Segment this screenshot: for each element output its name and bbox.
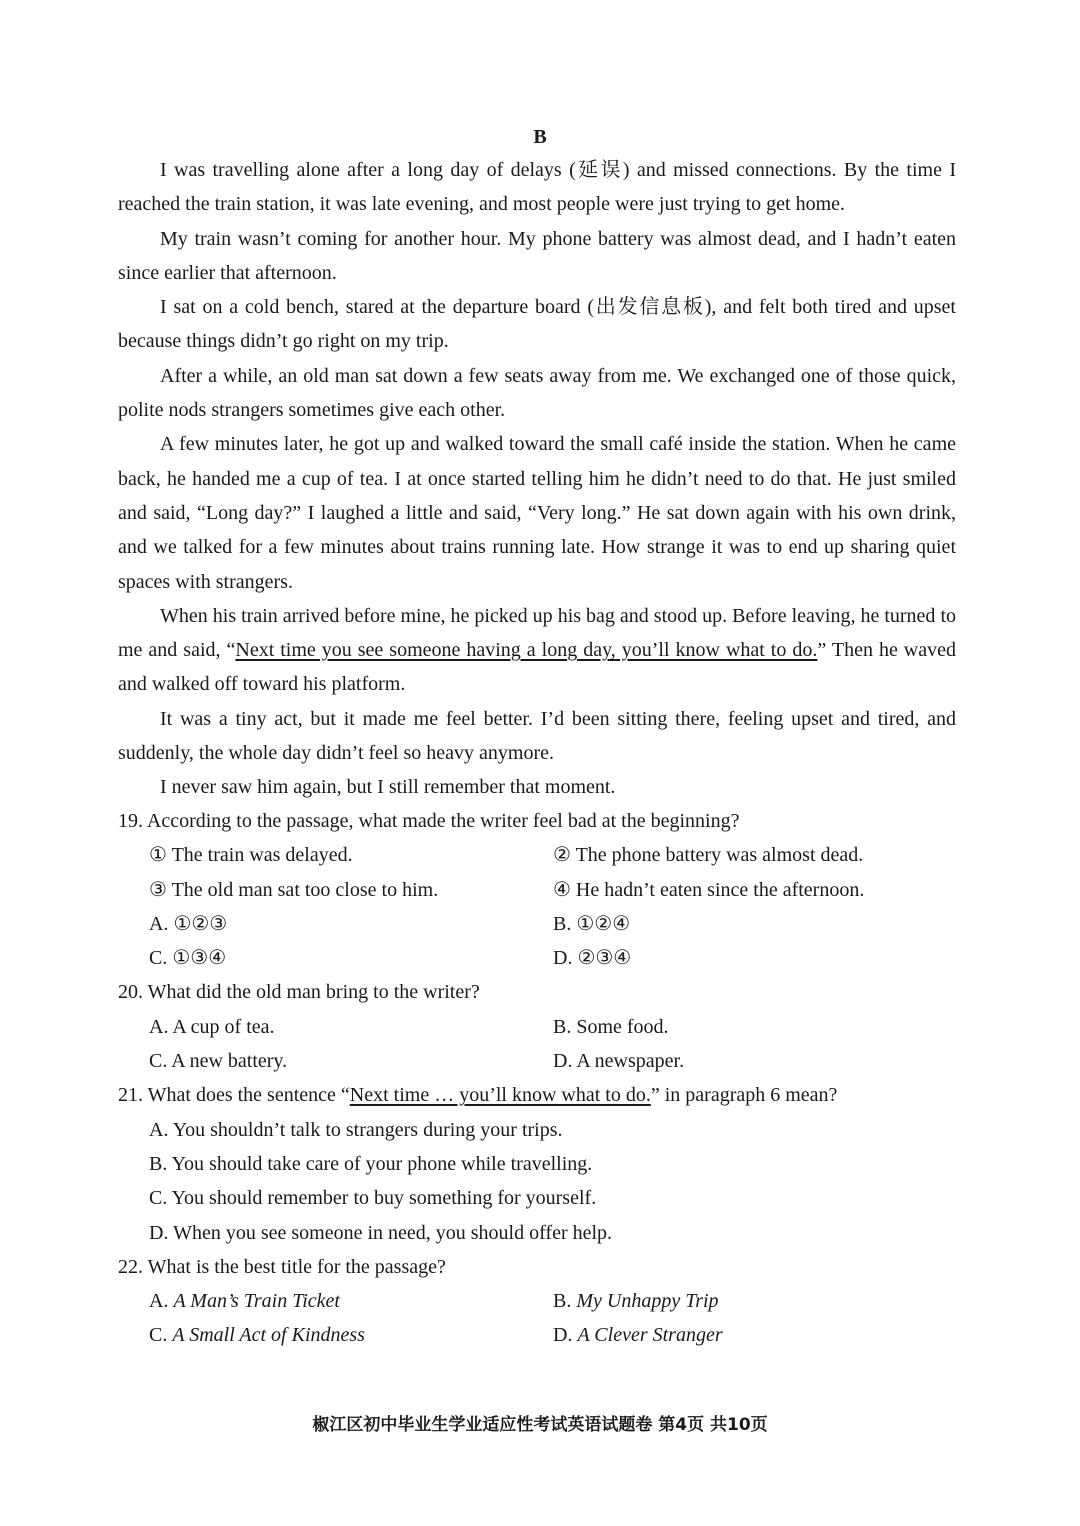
question-19-stem: 19. According to the passage, what made the writer feel bad at the beginning? [118, 810, 740, 832]
question-21-option-a[interactable]: A. You shouldn’t talk to strangers during your trips. [149, 1118, 563, 1141]
paragraph-3: I sat on a cold bench, stared at the departure board (出发信息板), and felt both tired and upset because things didn’t go right on my trip. [118, 296, 956, 353]
question-22-option-d-title: A Clever Stranger [577, 1324, 723, 1347]
question-22-option-a-title: A Man’s Train Ticket [173, 1290, 340, 1313]
paragraph-6-after: ” Then he waved and walked off toward his platform. [118, 639, 957, 696]
question-22-option-b-title: My Unhappy Trip [576, 1290, 719, 1313]
question-21-stem-before: 21. What does the sentence “ [118, 1084, 350, 1107]
question-20-option-a[interactable]: A. A cup of tea. [149, 1015, 275, 1038]
question-19-statements-row-2 [118, 873, 956, 907]
question-22-option-a-letter: A. [149, 1290, 169, 1313]
question-19-option-a[interactable]: A. ①②③ [149, 912, 228, 935]
question-19-options-row-1 [118, 907, 956, 941]
question-21-stem [118, 1078, 956, 1112]
question-22-options-row-2 [118, 1318, 956, 1352]
question-19-statement-3: ③ The old man sat too close to him. [149, 878, 439, 901]
question-20-options-row-2 [118, 1044, 956, 1078]
question-20-option-c[interactable]: C. A new battery. [149, 1050, 288, 1073]
question-22-stem: 22. What is the best title for the passage? [118, 1255, 446, 1278]
question-19-options-row-2 [118, 941, 956, 975]
question-21-stem-after: ” in paragraph 6 mean? [650, 1084, 838, 1107]
question-20-options-row-1 [118, 1010, 956, 1044]
paragraph-6 [118, 599, 956, 702]
question-19-option-b[interactable]: B. ①②④ [553, 912, 631, 935]
question-22-option-d[interactable] [553, 1318, 956, 1352]
question-19-statement-4: ④ He hadn’t eaten since the afternoon. [553, 878, 865, 901]
question-22-option-c-title: A Small Act of Kindness [172, 1324, 365, 1347]
question-19-option-c[interactable]: C. ①③④ [149, 947, 227, 970]
question-21-option-c[interactable]: C. You should remember to buy something for yourself. [149, 1187, 597, 1210]
question-19-statement-1: ① The train was delayed. [149, 844, 353, 867]
page-footer: 椒江区初中毕业生学业适应性考试英语试题卷 第4页 共10页 [312, 1415, 768, 1435]
question-22-options-row-1 [118, 1284, 956, 1318]
question-20-stem: 20. What did the old man bring to the writer? [118, 981, 480, 1004]
paragraph-5: A few minutes later, he got up and walked toward the small café inside the station. When he came back, he handed me a cup of tea. I at once started telling him he didn’t need to do that. He just smiled and said, “Long day?” I laughed a little and said, “Very long.” He sat down again with his own drink, and we talked for a few minutes about trains running late. How strange it was to end up sharing quiet spaces with strangers. [118, 433, 956, 593]
paragraph-8: I never saw him again, but I still remember that moment. [160, 776, 616, 799]
paragraph-4: After a while, an old man sat down a few seats away from me. We exchanged one of those quick, polite nods strangers sometimes give each other. [118, 364, 956, 422]
question-19-statement-2: ② The phone battery was almost dead. [553, 844, 864, 867]
question-22-option-c-letter: C. [149, 1324, 168, 1347]
question-21-option-d[interactable]: D. When you see someone in need, you should offer help. [149, 1221, 613, 1244]
question-19-option-d[interactable]: D. ②③④ [553, 947, 632, 970]
question-22-option-b-letter: B. [553, 1290, 572, 1313]
question-20-option-d[interactable]: D. A newspaper. [553, 1050, 685, 1073]
question-20-option-b[interactable]: B. Some food. [553, 1015, 669, 1038]
question-22-option-a[interactable] [118, 1284, 553, 1318]
underlined-quote: Next time you see someone having a long day, you’ll know what to do. [235, 639, 818, 662]
question-22-option-d-letter: D. [553, 1324, 573, 1347]
paragraph-1: I was travelling alone after a long day of delays (延误) and missed connections. By the time I reached the train station, it was late evening, and most people were just trying to get home. [118, 159, 956, 216]
reading-passage [118, 153, 956, 805]
question-22-option-b[interactable] [553, 1284, 956, 1318]
paragraph-6-before: When his train arrived before mine, he picked up his bag and stood up. Before leaving, he turned to me and said, “ [118, 604, 956, 662]
question-19-statements-row-1 [118, 838, 956, 872]
question-21-underlined-quote: Next time … you’ll know what to do. [349, 1084, 651, 1107]
paragraph-7: It was a tiny act, but it made me feel better. I’d been sitting there, feeling upset and tired, and suddenly, the whole day didn’t feel so heavy anymore. [118, 707, 956, 765]
paragraph-2: My train wasn’t coming for another hour. My phone battery was almost dead, and I hadn’t eaten since earlier that afternoon. [118, 227, 956, 284]
question-21-option-b[interactable]: B. You should take care of your phone while travelling. [149, 1152, 593, 1175]
questions-section [118, 804, 956, 1353]
section-heading: B [533, 126, 547, 148]
question-22-option-c[interactable] [118, 1318, 553, 1352]
